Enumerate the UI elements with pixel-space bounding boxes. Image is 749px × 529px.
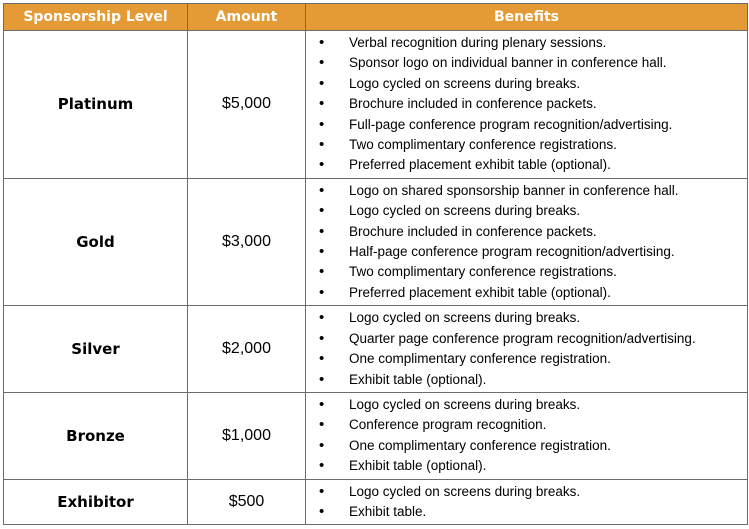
table-row	[4, 479, 748, 525]
header-row	[4, 4, 748, 31]
benefits-cell	[306, 178, 748, 305]
table-row	[4, 31, 748, 179]
benefit-item: • Logo cycled on screens during breaks.	[306, 74, 747, 94]
amount-cell: $500	[188, 479, 306, 525]
benefit-list	[306, 181, 747, 303]
benefit-item: • Logo cycled on screens during breaks.	[306, 201, 747, 221]
benefit-list	[306, 308, 747, 390]
benefit-list	[306, 33, 747, 176]
benefit-item: • One complimentary conference registration.	[306, 436, 747, 456]
benefits-cell	[306, 31, 748, 179]
header-sponsorship-level: Sponsorship Level	[4, 4, 188, 31]
table-row	[4, 392, 748, 479]
header-amount: Amount	[188, 4, 306, 31]
benefit-item: • Logo cycled on screens during breaks.	[306, 308, 747, 328]
benefit-list	[306, 482, 747, 523]
benefit-item: • One complimentary conference registration.	[306, 349, 747, 369]
benefit-item: • Exhibit table (optional).	[306, 456, 747, 476]
table-body	[4, 31, 748, 525]
benefit-item: • Two complimentary conference registrations.	[306, 135, 747, 155]
header-benefits: Benefits	[306, 4, 748, 31]
benefit-item: • Half-page conference program recognition/advertising.	[306, 242, 747, 262]
benefit-item: • Preferred placement exhibit table (optional).	[306, 155, 747, 175]
sponsorship-level-cell: Exhibitor	[4, 479, 188, 525]
benefits-cell	[306, 392, 748, 479]
benefit-item: • Exhibit table (optional).	[306, 370, 747, 390]
benefit-item: • Two complimentary conference registrations.	[306, 262, 747, 282]
sponsorship-table	[3, 3, 748, 525]
benefit-item: • Conference program recognition.	[306, 415, 747, 435]
benefit-item: • Preferred placement exhibit table (optional).	[306, 283, 747, 303]
benefit-item: • Logo on shared sponsorship banner in conference hall.	[306, 181, 747, 201]
benefits-cell	[306, 306, 748, 393]
benefit-item: • Logo cycled on screens during breaks.	[306, 395, 747, 415]
table-row	[4, 306, 748, 393]
amount-cell: $3,000	[188, 178, 306, 305]
sponsorship-level-cell: Bronze	[4, 392, 188, 479]
amount-cell: $5,000	[188, 31, 306, 179]
amount-cell: $2,000	[188, 306, 306, 393]
sponsorship-level-cell: Silver	[4, 306, 188, 393]
benefit-item: • Brochure included in conference packets.	[306, 94, 747, 114]
sponsorship-level-cell: Platinum	[4, 31, 188, 179]
benefit-item: • Sponsor logo on individual banner in conference hall.	[306, 53, 747, 73]
table-row	[4, 178, 748, 305]
benefit-list	[306, 395, 747, 477]
benefits-cell	[306, 479, 748, 525]
benefit-item: • Quarter page conference program recognition/advertising.	[306, 329, 747, 349]
benefit-item: • Logo cycled on screens during breaks.	[306, 482, 747, 502]
benefit-item: • Brochure included in conference packets.	[306, 222, 747, 242]
sponsorship-level-cell: Gold	[4, 178, 188, 305]
benefit-item: • Exhibit table.	[306, 502, 747, 522]
benefit-item: • Verbal recognition during plenary sessions.	[306, 33, 747, 53]
amount-cell: $1,000	[188, 392, 306, 479]
benefit-item: • Full-page conference program recognition/advertising.	[306, 115, 747, 135]
